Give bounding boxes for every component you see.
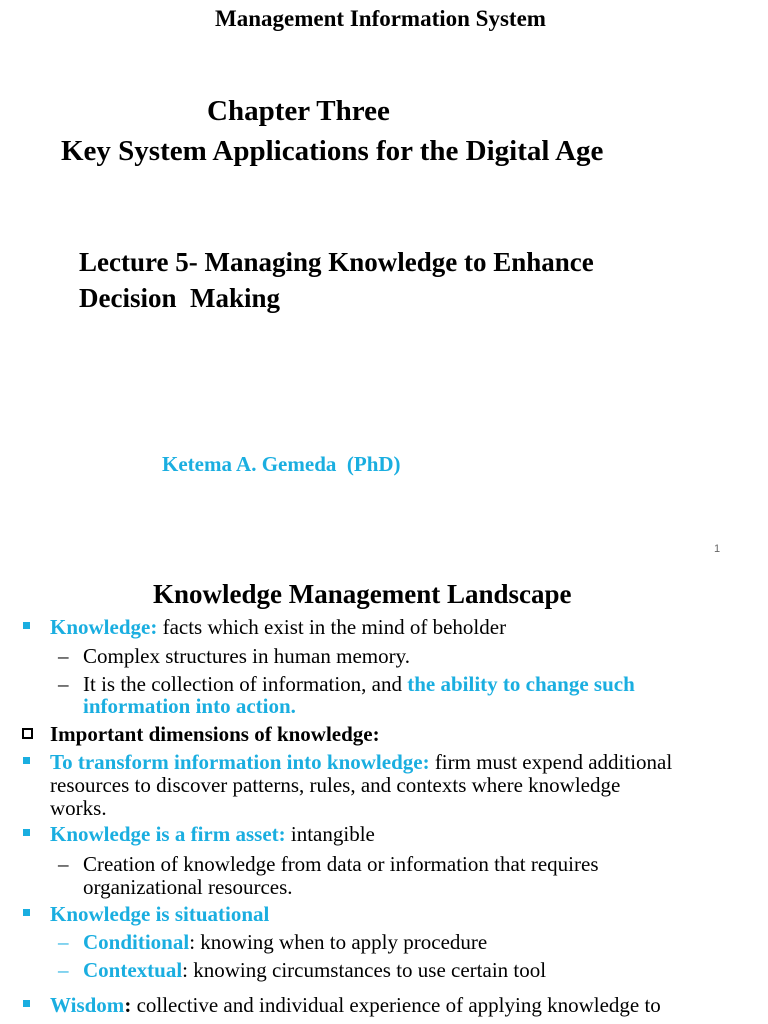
sub-bullet-creation-continued: organizational resources.: [83, 875, 293, 899]
term-situational: Knowledge is situational: [50, 902, 270, 926]
square-bullet-icon: [23, 622, 30, 629]
dash-bullet-icon: –: [58, 958, 69, 982]
dash-bullet-icon: –: [58, 930, 69, 954]
lecture-title: [79, 244, 594, 316]
square-bullet-icon: [23, 757, 30, 764]
def-conditional: : knowing when to apply procedure: [189, 930, 488, 954]
sub-bullet-contextual: [83, 959, 546, 982]
collection-highlight: the ability to change such: [407, 672, 635, 696]
page-number: 1: [714, 543, 721, 555]
bullet-asset: [50, 823, 375, 846]
checkbox-bullet-icon: [22, 728, 33, 739]
term-wisdom: Wisdom: [50, 993, 125, 1017]
term-transform: To transform information into knowledge:: [50, 750, 430, 774]
dash-bullet-icon: –: [58, 672, 69, 696]
term-conditional: Conditional: [83, 930, 190, 954]
def-wisdom: collective and individual experience of applying knowledge to: [131, 993, 661, 1017]
collection-highlight-continued: information into action.: [83, 694, 296, 718]
term-contextual: Contextual: [83, 958, 183, 982]
term-asset: Knowledge is a firm asset:: [50, 822, 286, 846]
course-title: Management Information System: [215, 6, 546, 31]
lecture-title-line-1: Lecture 5- Managing Knowledge to Enhance: [79, 247, 594, 277]
square-bullet-icon: [23, 1000, 30, 1007]
square-bullet-icon: [23, 829, 30, 836]
bullet-wisdom: [50, 994, 661, 1017]
transform-continued-1: resources to discover patterns, rules, and contexts where knowledge: [50, 773, 621, 797]
square-bullet-icon: [23, 909, 30, 916]
chapter-subtitle: Key System Applications for the Digital Age: [61, 135, 604, 167]
def-contextual: : knowing circumstances to use certain tool: [182, 958, 547, 982]
lecture-title-line-2: Decision Making: [79, 283, 281, 313]
term-knowledge: Knowledge:: [50, 615, 158, 639]
author-name: Ketema A. Gemeda (PhD): [162, 452, 401, 476]
bullet-knowledge: [50, 616, 506, 639]
wisdom-colon: :: [124, 993, 132, 1017]
dimensions-heading: Important dimensions of knowledge:: [50, 722, 380, 746]
sub-bullet-complex-structures: Complex structures in human memory.: [83, 644, 410, 668]
sub-bullet-creation: Creation of knowledge from data or information that requires: [83, 852, 599, 876]
bullet-transform: [50, 751, 672, 774]
dash-bullet-icon: –: [58, 644, 69, 668]
dash-bullet-icon: –: [58, 852, 69, 876]
def-transform: firm must expend additional: [429, 750, 673, 774]
def-asset: intangible: [285, 822, 375, 846]
chapter-title: Chapter Three: [207, 95, 390, 127]
sub-bullet-collection: [83, 673, 635, 696]
sub-bullet-conditional: [83, 931, 487, 954]
collection-text: It is the collection of information, and: [83, 672, 408, 696]
section-title-text: Knowledge Management Landscape: [153, 579, 572, 609]
def-knowledge: facts which exist in the mind of beholder: [157, 615, 507, 639]
transform-continued-2: works.: [50, 796, 107, 820]
